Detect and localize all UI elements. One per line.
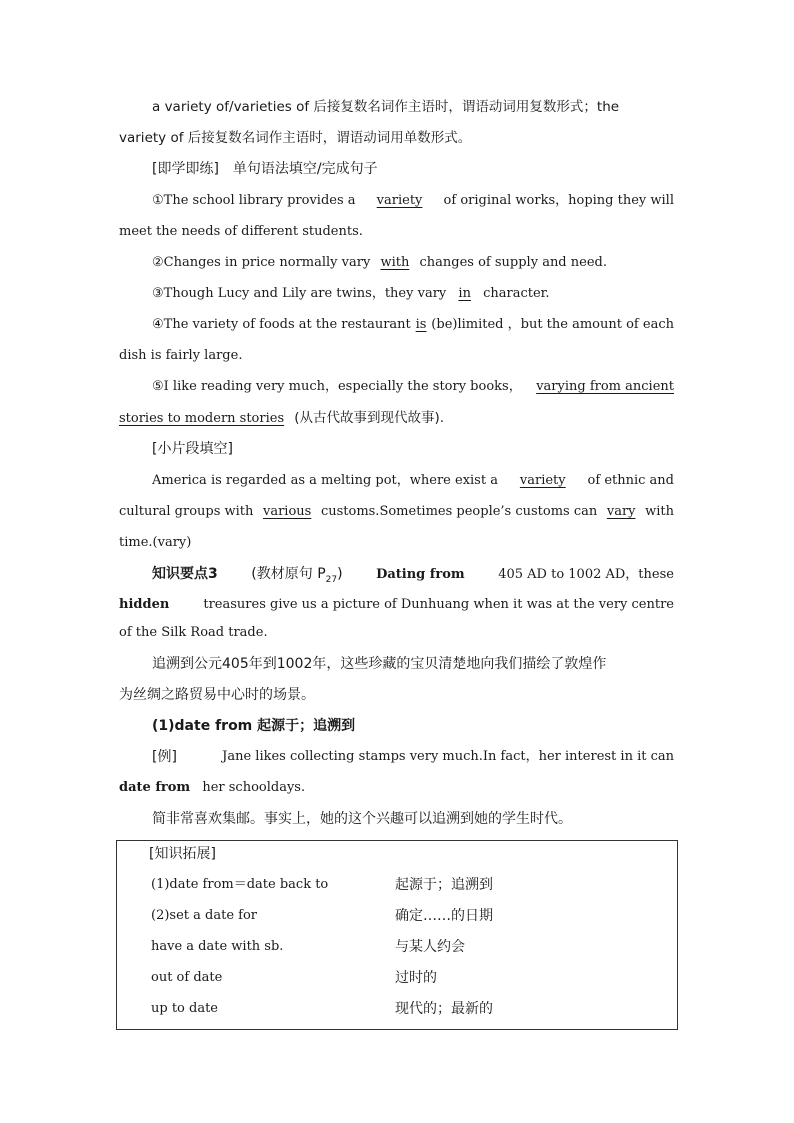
question-1-text-b: of original works，hoping they will bbox=[443, 193, 674, 208]
question-5-line-2 bbox=[119, 409, 444, 428]
expansion-row-4-en: out of date bbox=[151, 970, 223, 985]
question-5-text-b: (从古代故事到现代故事). bbox=[294, 410, 445, 426]
question-5-answer-part-2: stories to modern stories bbox=[119, 411, 285, 426]
example-translation: 简非常喜欢集邮。事实上，她的这个兴趣可以追溯到她的学生时代。 bbox=[152, 811, 572, 827]
question-1-answer: variety bbox=[376, 193, 423, 208]
expansion-row-3-cn: 与某人约会 bbox=[395, 939, 465, 955]
point-3-line-3: of the Silk Road trade. bbox=[119, 625, 268, 640]
passage-line-1-text-a: America is regarded as a melting pot，where exist a bbox=[152, 473, 498, 488]
question-5-answer-part-1: varying from ancient bbox=[536, 379, 674, 394]
point-3-translation-2: 为丝绸之路贸易中心时的场景。 bbox=[119, 687, 315, 703]
example-label: [例] bbox=[152, 749, 177, 765]
example-text-b: her schooldays. bbox=[202, 780, 306, 795]
intro-line-2: variety of 后接复数名词作主语时，谓语动词用单数形式。 bbox=[119, 130, 472, 146]
question-3 bbox=[152, 285, 550, 303]
point-3-sentence-a: 405 AD to 1002 AD，these bbox=[498, 567, 674, 582]
expansion-row-1-en: (1)date from＝date back to bbox=[151, 877, 329, 892]
question-4-text-a: ④The variety of foods at the restaurant bbox=[152, 317, 411, 332]
point-3-sentence-b: treasures give us a picture of Dunhuang when it was at the very centre bbox=[203, 597, 674, 612]
expansion-row-5-en: up to date bbox=[151, 1001, 218, 1016]
practice-heading: [即学即练] 单句语法填空/完成句子 bbox=[152, 161, 378, 177]
example-text-a: Jane likes collecting stamps very much.In fact，her interest in it can bbox=[222, 749, 674, 764]
question-4-line-1 bbox=[152, 316, 674, 334]
expansion-row-5-cn: 现代的；最新的 bbox=[395, 1001, 493, 1017]
expansion-row-4-cn: 过时的 bbox=[395, 970, 437, 986]
expansion-heading: [知识拓展] bbox=[149, 846, 216, 862]
date-from-heading: (1)date from 起源于；追溯到 bbox=[152, 718, 356, 734]
passage-line-2-text-a: cultural groups with bbox=[119, 504, 254, 519]
question-2-text-b: changes of supply and need. bbox=[419, 255, 607, 270]
question-3-answer: in bbox=[458, 286, 471, 301]
passage-line-2-text-b: customs.Sometimes people’s customs can bbox=[320, 504, 598, 519]
expansion-row-1-cn: 起源于；追溯到 bbox=[395, 877, 493, 893]
point-3-label: 知识要点3 bbox=[152, 566, 218, 582]
expansion-row-3-en: have a date with sb. bbox=[151, 939, 284, 954]
question-4-line-2: dish is fairly large. bbox=[119, 348, 243, 363]
question-3-text-a: ③Though Lucy and Lily are twins，they vary bbox=[152, 286, 447, 301]
expansion-row-2-cn: 确定……的日期 bbox=[395, 908, 493, 924]
question-2-text-a: ②Changes in price normally vary bbox=[152, 255, 371, 270]
passage-line-2-text-c: with bbox=[645, 504, 674, 519]
passage-line-1 bbox=[152, 472, 674, 490]
passage-answer-vary: vary bbox=[606, 504, 636, 519]
question-1-line-2: meet the needs of different students. bbox=[119, 224, 363, 239]
passage-line-3: time.(vary) bbox=[119, 535, 192, 550]
question-5-line-1 bbox=[152, 378, 674, 396]
point-3-line-1 bbox=[152, 565, 674, 589]
point-3-line-2 bbox=[119, 596, 674, 614]
example-line-1 bbox=[152, 748, 674, 766]
point-3-translation-1: 追溯到公元405年到1002年，这些珍藏的宝贝清楚地向我们描绘了敦煌作 bbox=[152, 656, 607, 672]
expansion-row-2-en: (2)set a date for bbox=[151, 908, 257, 923]
question-4-text-b: (be)limited ，but the amount of each bbox=[431, 317, 674, 332]
passage-line-2 bbox=[119, 503, 674, 521]
passage-line-1-text-b: of ethnic and bbox=[587, 473, 674, 488]
question-4-answer: is bbox=[415, 317, 427, 332]
passage-answer-variety: variety bbox=[519, 473, 566, 488]
knowledge-expansion-box bbox=[116, 840, 678, 1030]
point-3-source: (教材原句 $P_{27}$) bbox=[251, 566, 343, 585]
passage-answer-various: various bbox=[263, 504, 312, 519]
question-5-text-a: ⑤I like reading very much，especially the story books， bbox=[152, 379, 522, 394]
passage-heading: [小片段填空] bbox=[152, 441, 233, 457]
question-2 bbox=[152, 254, 607, 272]
intro-line-1: a variety of/varieties of 后接复数名词作主语时，谓语动词用复数形式；the bbox=[152, 99, 620, 115]
question-1-line-1 bbox=[152, 192, 674, 210]
question-3-text-b: character. bbox=[483, 286, 550, 301]
question-2-answer: with bbox=[380, 255, 410, 270]
example-key-phrase: date from bbox=[119, 780, 191, 795]
point-3-key-phrase: Dating from bbox=[376, 567, 465, 582]
question-1-text-a: ①The school library provides a bbox=[152, 193, 356, 208]
example-line-2 bbox=[119, 779, 305, 797]
point-3-key-word: hidden bbox=[119, 597, 170, 612]
